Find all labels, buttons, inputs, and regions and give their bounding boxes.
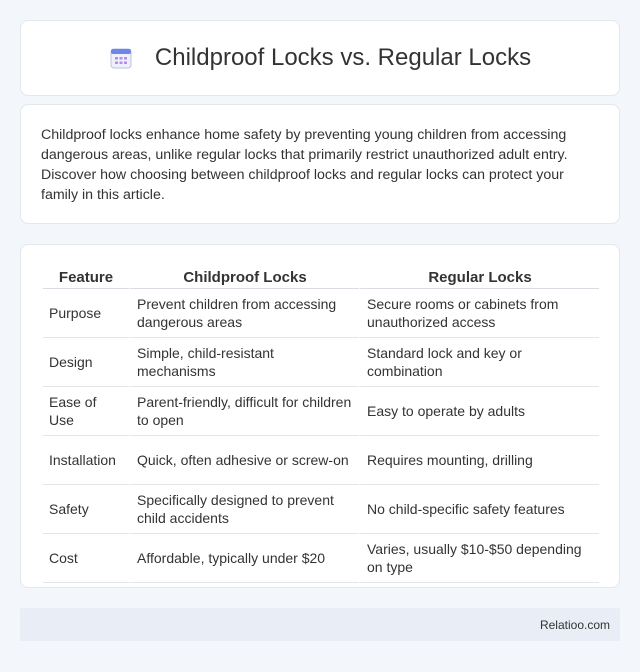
header-childproof: Childproof Locks [129,265,359,289]
regular-cell: Secure rooms or cabinets from unauthorized access [359,289,599,338]
intro-card [20,104,620,224]
intro-paragraph: Childproof locks enhance home safety by preventing young children from accessing dangerous areas, unlike regular locks that primarily restrict unauthorized adult entry. Discover how choosing between childproof locks and regular locks can protect your family in this article. [41,127,568,203]
table-header-row [43,265,599,289]
header-regular: Regular Locks [359,265,599,289]
feature-cell: Design [43,338,129,387]
regular-cell: Requires mounting, drilling [359,436,599,485]
comparison-table [43,265,599,583]
childproof-cell: Prevent children from accessing dangerous areas [129,289,359,338]
page-title: Childproof Locks vs. Regular Locks [154,44,532,71]
header-feature: Feature [43,265,129,289]
regular-cell: No child-specific safety features [359,485,599,534]
calendar-icon [109,46,133,70]
childproof-cell: Quick, often adhesive or screw-on [129,436,359,485]
table-row [43,289,599,338]
regular-cell: Varies, usually $10-$50 depending on type [359,534,599,583]
table-row [43,338,599,387]
feature-cell: Purpose [43,289,129,338]
footer [20,608,620,641]
regular-cell: Standard lock and key or combination [359,338,599,387]
feature-cell: Safety [43,485,129,534]
regular-cell: Easy to operate by adults [359,387,599,436]
childproof-cell: Parent-friendly, difficult for children to open [129,387,359,436]
feature-cell: Installation [43,436,129,485]
header-card [20,20,620,96]
table-row [43,534,599,583]
childproof-cell: Affordable, typically under $20 [129,534,359,583]
comparison-card [20,244,620,588]
feature-cell: Ease of Use [43,387,129,436]
childproof-cell: Simple, child-resistant mechanisms [129,338,359,387]
table-row [43,387,599,436]
table-row [43,436,599,485]
childproof-cell: Specifically designed to prevent child accidents [129,485,359,534]
header [21,21,619,95]
table-row [43,485,599,534]
feature-cell: Cost [43,534,129,583]
footer-brand[interactable]: Relatioo.com [539,617,610,632]
